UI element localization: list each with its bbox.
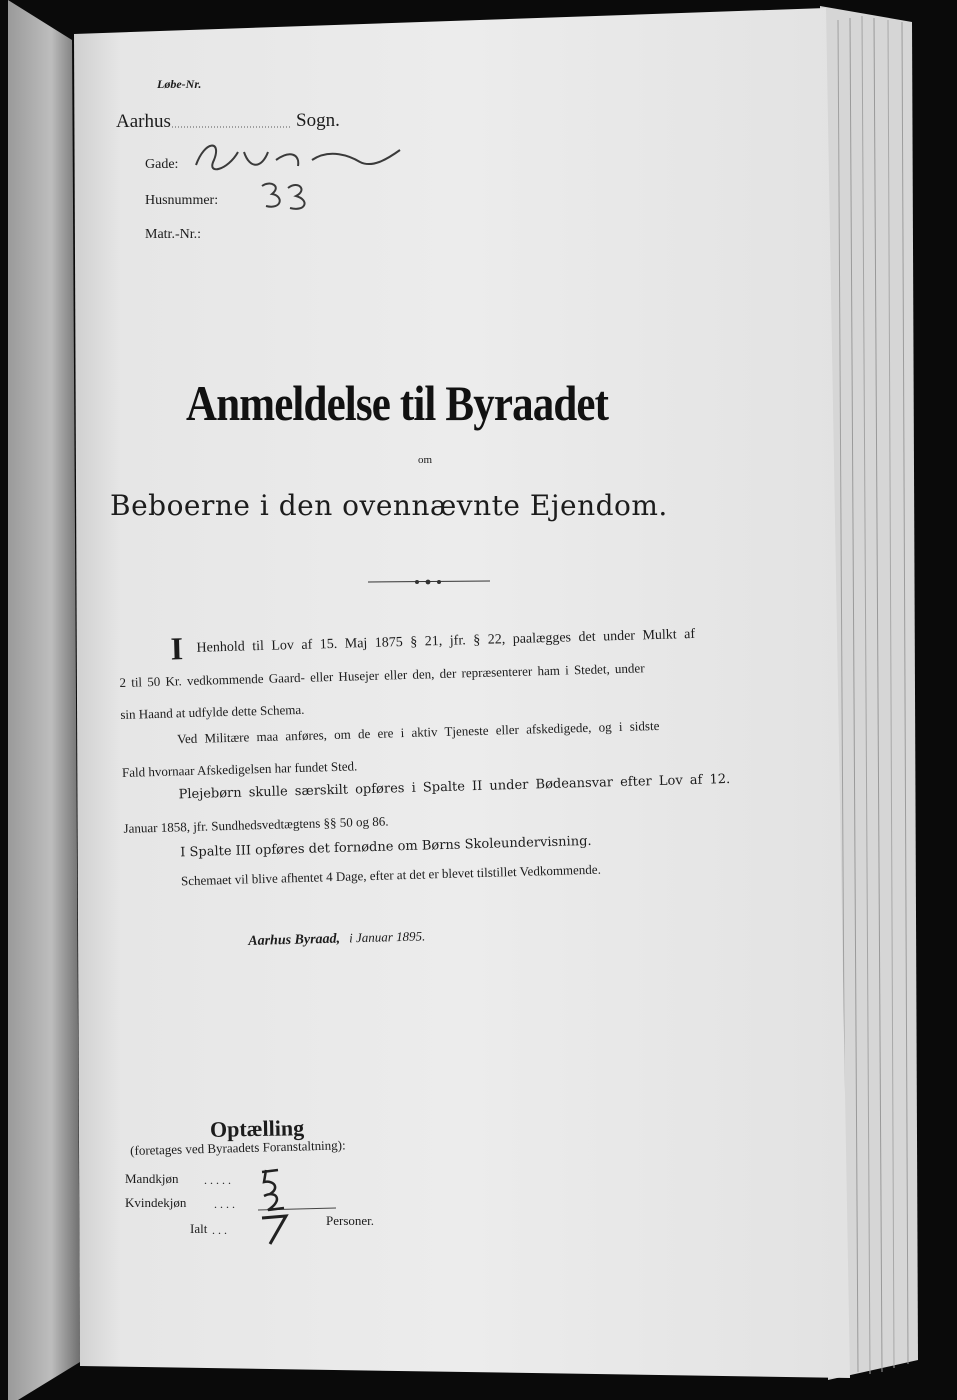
female-value bbox=[300, 1194, 301, 1195]
page-subtitle: Beboerne i den ovennævnte Ejendom. bbox=[110, 489, 668, 522]
male-label: Mandkjøn bbox=[125, 1171, 179, 1186]
signature-place: Aarhus Byraad, bbox=[248, 931, 341, 949]
body-line-9: Schemaet vil blive afhentet 4 Dage, efter at det er blevet tilstillet Vedkommende. bbox=[180, 861, 602, 889]
husnummer-label: Husnummer: bbox=[145, 193, 219, 208]
gade-label: Gade: bbox=[145, 157, 179, 172]
total-label: Ialt bbox=[190, 1221, 208, 1236]
page-title: Anmeldelse til Byraadet bbox=[186, 375, 609, 431]
body-line-3: sin Haand at udfylde dette Schema. bbox=[120, 701, 305, 722]
female-label: Kvindekjøn bbox=[125, 1195, 187, 1210]
total-dots: . . . bbox=[212, 1223, 227, 1237]
female-dots: . . . . bbox=[214, 1197, 235, 1211]
matr-nr-label: Matr.-Nr.: bbox=[145, 227, 201, 242]
title-connector: om bbox=[418, 454, 433, 466]
lobe-nr-label: Løbe-Nr. bbox=[157, 77, 202, 91]
body-line-1: Henhold til Lov af 15. Maj 1875 § 21, jfr. § 22, paalægges det under Mulkt af bbox=[196, 626, 696, 656]
body-line-8: I Spalte III opføres det fornødne om Børns Skoleundervisning. bbox=[180, 833, 592, 861]
signature-date: i Januar 1895. bbox=[348, 928, 426, 946]
male-dots: . . . . . bbox=[204, 1173, 231, 1187]
total-value bbox=[300, 1220, 301, 1221]
census-heading: Optælling bbox=[209, 1115, 305, 1142]
sogn-label: Sogn. bbox=[296, 110, 340, 131]
body-line-4: Ved Militære maa anføres, om de ere i aktiv Tjeneste eller afskedigede, og i sidste bbox=[176, 717, 660, 747]
city-label: Aarhus bbox=[116, 111, 171, 132]
persons-unit: Personer. bbox=[326, 1213, 375, 1228]
husnummer-value bbox=[312, 186, 313, 187]
gade-value bbox=[400, 140, 404, 141]
male-value bbox=[300, 1170, 301, 1171]
drop-cap: I bbox=[170, 630, 184, 667]
body-line-2: 2 til 50 Kr. vedkommende Gaard- eller Husejer eller den, der repræsenterer ham i Stedet, under bbox=[119, 660, 645, 690]
census-note: (foretages ved Byraadets Foranstaltning): bbox=[129, 1137, 346, 1158]
body-line-7: Januar 1858, jfr. Sundhedsvedtægtens §§ 50 og 86. bbox=[123, 813, 389, 836]
instructions-block bbox=[118, 612, 785, 890]
body-line-6: Plejebørn skulle særskilt opføres i Spalte II under Bødeansvar efter Lov af 12. bbox=[178, 771, 731, 803]
body-line-5: Fald hvornaar Afskedigelsen har fundet Sted. bbox=[121, 758, 358, 780]
